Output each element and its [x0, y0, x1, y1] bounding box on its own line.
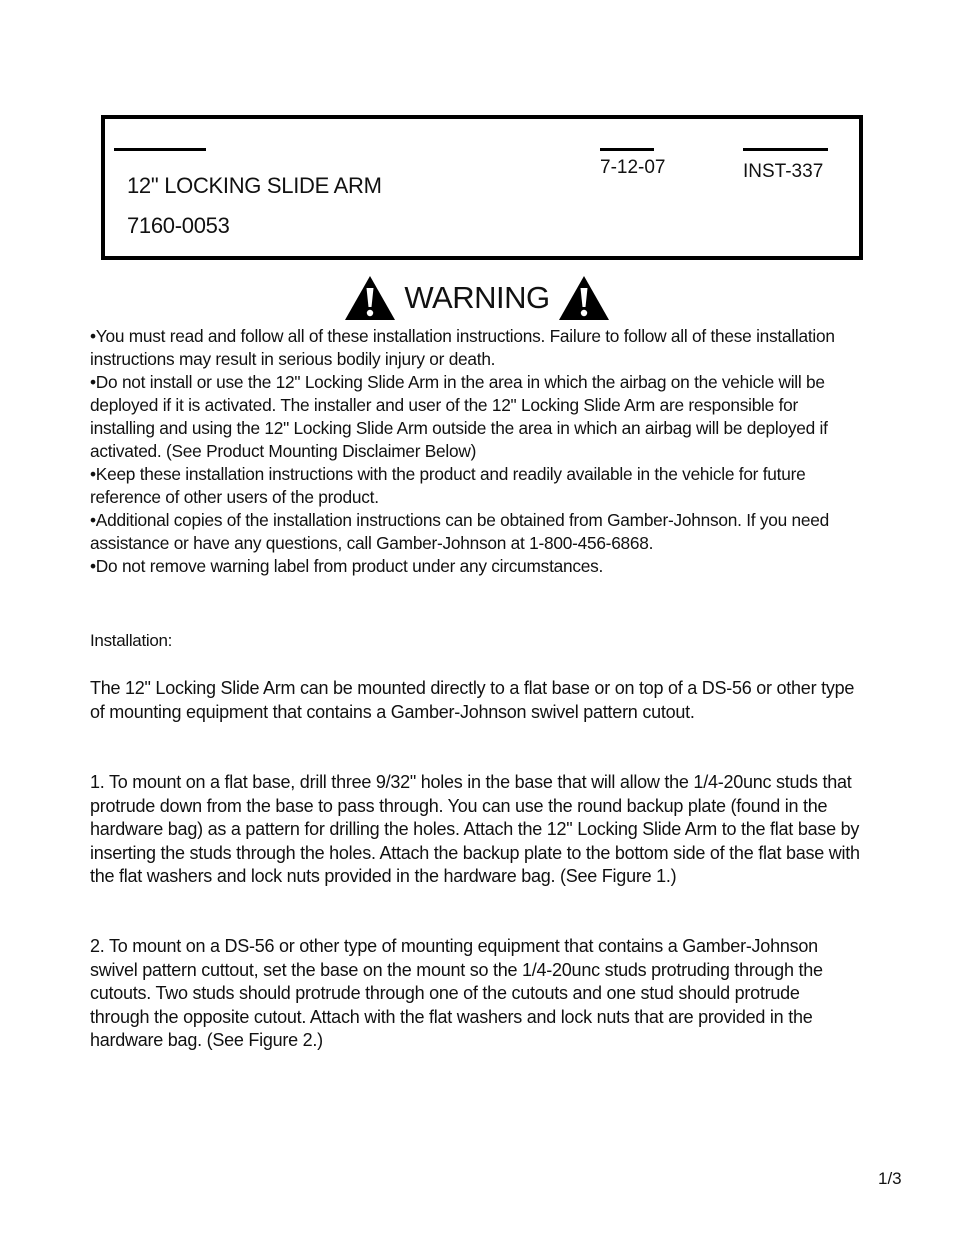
page-number: 1/3: [878, 1169, 902, 1188]
warning-triangle-icon: [558, 275, 610, 321]
installation-heading: Installation:: [90, 631, 173, 650]
title-rule-doc: [743, 148, 828, 151]
warning-bullet: •Do not remove warning label from product under any circumstances.: [90, 556, 604, 576]
warning-triangle-icon: [344, 275, 396, 321]
intro-paragraph: The 12" Locking Slide Arm can be mounted directly to a flat base or on top of a DS-56 or other type of mounting equipment that contains a Gamber-Johnson swivel pattern cutout.: [90, 678, 855, 722]
title-block: [101, 115, 863, 260]
installation-step-1: [90, 771, 860, 889]
step-1-paragraph: 1. To mount on a flat base, drill three 9/32" holes in the base that will allow the 1/4-20unc studs that protrude down from the base to pass through. You can use the round backup plate (found in the hardware bag) as a pattern for drilling the holes. Attach the 12" Locking Slide Arm to the flat base by inserting the studs through the holes. Attach the backup plate to the bottom side of the flat base with the flat washers and lock nuts provided in the hardware bag. (See Figure 1.): [90, 772, 860, 886]
installation-intro: [90, 677, 860, 724]
part-number: 7160-0053: [127, 213, 230, 238]
installation-step-2: [90, 935, 860, 1053]
warning-bullets: [90, 325, 850, 578]
title-rule-date: [600, 148, 654, 151]
warning-bullet: •You must read and follow all of these installation instructions. Failure to follow all of these installation instructions may result in serious bodily injury or death.: [90, 326, 835, 369]
revision-date: 7-12-07: [600, 157, 666, 178]
document-number: INST-337: [743, 161, 824, 182]
warning-bullet: •Additional copies of the installation instructions can be obtained from Gamber-Johnson. If you need assistance or have any questions, call Gamber-Johnson at 1-800-456-6868.: [90, 510, 829, 553]
warning-heading: [0, 274, 954, 322]
warning-bullet: •Do not install or use the 12" Locking Slide Arm in the area in which the airbag on the vehicle will be deployed if it is activated. The installer and user of the 12" Locking Slide Arm are responsible for installing and using the 12" Locking Slide Arm outside the area in which an airbag will be deployed if activated. (See Product Mounting Disclaimer Below): [90, 372, 828, 461]
warning-title: WARNING: [404, 280, 550, 315]
step-2-paragraph: 2. To mount on a DS-56 or other type of mounting equipment that contains a Gamber-Johnson swivel pattern cuttout, set the base on the mount so the 1/4-20unc studs protruding through the cutouts. Two studs should protrude through one of the cutouts and one stud should protrude through the opposite cutout. Attach with the flat washers and lock nuts that are provided in the hardware bag. (See Figure 2.): [90, 936, 823, 1050]
warning-bullet: •Keep these installation instructions with the product and readily available in the vehicle for future reference of other users of the product.: [90, 464, 806, 507]
product-name: 12" LOCKING SLIDE ARM: [127, 173, 382, 198]
title-rule-left: [114, 148, 206, 151]
